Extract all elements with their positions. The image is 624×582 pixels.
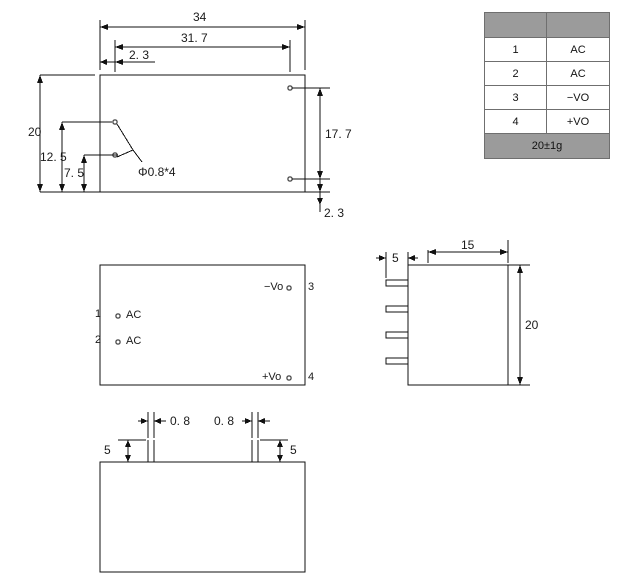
dim-pin-span-length: 31. 7 (181, 31, 208, 45)
front-pin-3 (287, 286, 291, 290)
dim-height: 20 (525, 318, 539, 332)
front-pin4-number: 4 (308, 371, 315, 383)
hole-3 (288, 86, 292, 90)
weight-value: 20±1g (485, 134, 610, 159)
pin-row-2-no: 2 (485, 62, 547, 86)
top-view-body (100, 75, 305, 192)
dim-right-offset: 2. 3 (324, 206, 345, 220)
hole-4 (288, 177, 292, 181)
front-pin-1 (116, 314, 120, 318)
dim-pin-offset-mid: 12. 5 (40, 150, 67, 164)
pin-function-table (484, 12, 610, 159)
front-pin-2 (116, 340, 120, 344)
front-pin-4 (287, 376, 291, 380)
dim-pin-height-right: 5 (290, 443, 297, 457)
pin-row-1-function: AC (547, 38, 610, 62)
dim-right-span: 17. 7 (325, 127, 352, 141)
dim-overall-width: 20 (28, 125, 42, 139)
dim-pin-width-right: 0. 8 (214, 414, 235, 428)
front-pin2-label: AC (126, 335, 142, 347)
side-view-group (376, 240, 530, 385)
table-row (485, 38, 610, 62)
table-row (485, 86, 610, 110)
dim-pin-edge-offset: 2. 3 (129, 48, 150, 62)
front-pin1-label: AC (126, 309, 142, 321)
pin-row-3-no: 3 (485, 86, 547, 110)
dim-pin-height-left: 5 (104, 443, 111, 457)
table-row (485, 110, 610, 134)
table-row (485, 62, 610, 86)
bottom-view-group (100, 412, 305, 572)
dim-overall-length: 34 (193, 10, 207, 24)
pin-row-3-function: −VO (547, 86, 610, 110)
hole-1 (113, 120, 117, 124)
dim-pin-offset-low: 7. 5 (64, 166, 85, 180)
pin-table-header-no (485, 13, 547, 38)
top-view-group (37, 20, 330, 212)
pin-table-header-function (547, 13, 610, 38)
pin-row-2-function: AC (547, 62, 610, 86)
pin-table-footer-row (485, 134, 610, 159)
pin-row-4-no: 4 (485, 110, 547, 134)
front-pin1-number: 1 (95, 308, 102, 320)
front-pin3-label: −Vo (264, 281, 284, 293)
dim-body-depth: 15 (461, 238, 475, 252)
front-pin4-label: +Vo (262, 371, 282, 383)
pin-row-1-no: 1 (485, 38, 547, 62)
dim-pin-width-left: 0. 8 (170, 414, 191, 428)
front-pin3-number: 3 (308, 281, 315, 293)
dim-pin-length: 5 (392, 251, 399, 265)
pin-row-4-function: +VO (547, 110, 610, 134)
pin-table-header-row (485, 13, 610, 38)
front-pin2-number: 2 (95, 334, 102, 346)
hole-note: Φ0.8*4 (138, 165, 176, 179)
